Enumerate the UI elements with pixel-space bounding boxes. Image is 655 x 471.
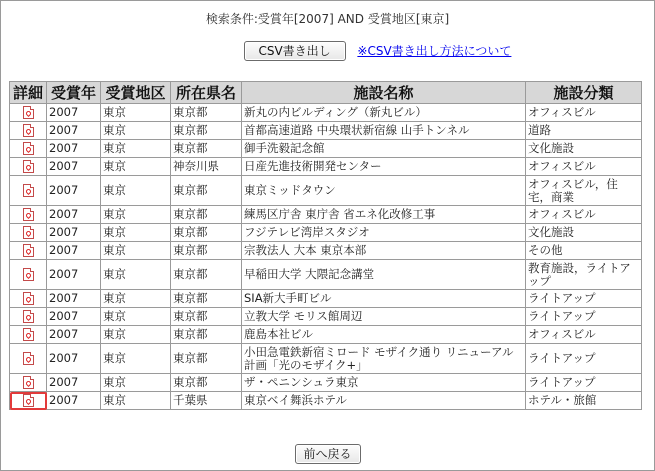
year-cell: 2007 bbox=[47, 224, 101, 242]
table-row bbox=[10, 392, 642, 410]
table-row bbox=[10, 242, 642, 260]
pdf-icon[interactable] bbox=[23, 184, 34, 197]
header-row bbox=[10, 82, 642, 104]
table-row bbox=[10, 344, 642, 374]
detail-cell[interactable] bbox=[10, 326, 47, 344]
prefecture-cell: 東京都 bbox=[171, 206, 242, 224]
year-cell: 2007 bbox=[47, 122, 101, 140]
year-cell: 2007 bbox=[47, 140, 101, 158]
detail-cell[interactable] bbox=[10, 308, 47, 326]
detail-cell[interactable] bbox=[10, 158, 47, 176]
prefecture-cell: 東京都 bbox=[171, 224, 242, 242]
region-cell: 東京 bbox=[101, 308, 171, 326]
region-cell: 東京 bbox=[101, 224, 171, 242]
year-cell: 2007 bbox=[47, 374, 101, 392]
detail-cell[interactable] bbox=[10, 392, 47, 410]
detail-cell[interactable] bbox=[10, 122, 47, 140]
facility-name-cell: 立教大学 モリス館周辺 bbox=[242, 308, 526, 326]
facility-category-cell: 文化施設 bbox=[526, 224, 642, 242]
detail-cell[interactable] bbox=[10, 290, 47, 308]
facility-category-cell: ライトアップ bbox=[526, 344, 642, 374]
table-row bbox=[10, 206, 642, 224]
facility-name-cell: ザ・ペニンシュラ東京 bbox=[242, 374, 526, 392]
pdf-icon[interactable] bbox=[23, 310, 34, 323]
header-prefecture: 所在県名 bbox=[171, 82, 242, 104]
year-cell: 2007 bbox=[47, 260, 101, 290]
region-cell: 東京 bbox=[101, 206, 171, 224]
facility-name-cell: 御手洗毅記念館 bbox=[242, 140, 526, 158]
year-cell: 2007 bbox=[47, 158, 101, 176]
prefecture-cell: 東京都 bbox=[171, 104, 242, 122]
pdf-icon[interactable] bbox=[23, 106, 34, 119]
facility-name-cell: フジテレビ湾岸スタジオ bbox=[242, 224, 526, 242]
detail-cell[interactable] bbox=[10, 206, 47, 224]
facility-name-cell: 新丸の内ビルディング（新丸ビル） bbox=[242, 104, 526, 122]
facility-name-cell: 東京ミッドタウン bbox=[242, 176, 526, 206]
table-row bbox=[10, 104, 642, 122]
table-row bbox=[10, 158, 642, 176]
pdf-icon[interactable] bbox=[23, 328, 34, 341]
detail-cell[interactable] bbox=[10, 176, 47, 206]
pdf-icon[interactable] bbox=[23, 142, 34, 155]
facility-name-cell: 小田急電鉄新宿ミロード モザイク通り リニューアル計画「光のモザイク+」 bbox=[242, 344, 526, 374]
region-cell: 東京 bbox=[101, 290, 171, 308]
facility-name-cell: 日産先進技術開発センター bbox=[242, 158, 526, 176]
region-cell: 東京 bbox=[101, 176, 171, 206]
pdf-icon[interactable] bbox=[23, 160, 34, 173]
pdf-icon[interactable] bbox=[23, 208, 34, 221]
prefecture-cell: 千葉県 bbox=[171, 392, 242, 410]
facility-category-cell: ホテル・旅館 bbox=[526, 392, 642, 410]
facility-category-cell: その他 bbox=[526, 242, 642, 260]
header-year: 受賞年 bbox=[47, 82, 101, 104]
header-facility-name: 施設名称 bbox=[242, 82, 526, 104]
year-cell: 2007 bbox=[47, 392, 101, 410]
table-row bbox=[10, 374, 642, 392]
detail-cell[interactable] bbox=[10, 140, 47, 158]
facility-name-cell: 宗教法人 大本 東京本部 bbox=[242, 242, 526, 260]
detail-cell[interactable] bbox=[10, 224, 47, 242]
facility-category-cell: オフィスビル bbox=[526, 158, 642, 176]
pdf-icon[interactable] bbox=[23, 226, 34, 239]
back-button[interactable]: 前へ戻る bbox=[295, 444, 361, 464]
year-cell: 2007 bbox=[47, 242, 101, 260]
csv-export-button[interactable]: CSV書き出し bbox=[244, 41, 346, 61]
pdf-icon[interactable] bbox=[23, 394, 34, 407]
detail-cell[interactable] bbox=[10, 374, 47, 392]
detail-cell[interactable] bbox=[10, 260, 47, 290]
facility-category-cell: オフィスビル bbox=[526, 104, 642, 122]
region-cell: 東京 bbox=[101, 326, 171, 344]
facility-category-cell: オフィスビル bbox=[526, 326, 642, 344]
facility-name-cell: 首都高速道路 中央環状新宿線 山手トンネル bbox=[242, 122, 526, 140]
pdf-icon[interactable] bbox=[23, 124, 34, 137]
footer-bar bbox=[1, 443, 654, 464]
year-cell: 2007 bbox=[47, 308, 101, 326]
table-row bbox=[10, 176, 642, 206]
prefecture-cell: 東京都 bbox=[171, 308, 242, 326]
detail-cell[interactable] bbox=[10, 344, 47, 374]
table-row bbox=[10, 308, 642, 326]
prefecture-cell: 東京都 bbox=[171, 290, 242, 308]
region-cell: 東京 bbox=[101, 122, 171, 140]
facility-category-cell: ライトアップ bbox=[526, 308, 642, 326]
results-table bbox=[9, 81, 642, 410]
pdf-icon[interactable] bbox=[23, 244, 34, 257]
region-cell: 東京 bbox=[101, 260, 171, 290]
year-cell: 2007 bbox=[47, 326, 101, 344]
pdf-icon[interactable] bbox=[23, 376, 34, 389]
region-cell: 東京 bbox=[101, 374, 171, 392]
prefecture-cell: 神奈川県 bbox=[171, 158, 242, 176]
facility-name-cell: 早稲田大学 大隈記念講堂 bbox=[242, 260, 526, 290]
region-cell: 東京 bbox=[101, 344, 171, 374]
prefecture-cell: 東京都 bbox=[171, 344, 242, 374]
csv-help-link[interactable]: ※CSV書き出し方法について bbox=[357, 44, 512, 58]
facility-category-cell: ライトアップ bbox=[526, 290, 642, 308]
prefecture-cell: 東京都 bbox=[171, 176, 242, 206]
prefecture-cell: 東京都 bbox=[171, 140, 242, 158]
header-region: 受賞地区 bbox=[101, 82, 171, 104]
year-cell: 2007 bbox=[47, 104, 101, 122]
table-row bbox=[10, 260, 642, 290]
detail-cell[interactable] bbox=[10, 104, 47, 122]
facility-category-cell: オフィスビル bbox=[526, 206, 642, 224]
search-criteria: 検索条件:受賞年[2007] AND 受賞地区[東京] bbox=[205, 12, 450, 26]
facility-category-cell: 道路 bbox=[526, 122, 642, 140]
region-cell: 東京 bbox=[101, 242, 171, 260]
facility-name-cell: SIA新大手町ビル bbox=[242, 290, 526, 308]
year-cell: 2007 bbox=[47, 176, 101, 206]
facility-name-cell: 練馬区庁舎 東庁舎 省エネ化改修工事 bbox=[242, 206, 526, 224]
prefecture-cell: 東京都 bbox=[171, 374, 242, 392]
table-row bbox=[10, 326, 642, 344]
year-cell: 2007 bbox=[47, 206, 101, 224]
year-cell: 2007 bbox=[47, 290, 101, 308]
results-body bbox=[10, 104, 642, 410]
table-row bbox=[10, 122, 642, 140]
table-row bbox=[10, 290, 642, 308]
prefecture-cell: 東京都 bbox=[171, 326, 242, 344]
csv-toolbar bbox=[1, 41, 654, 61]
pdf-icon[interactable] bbox=[23, 268, 34, 281]
facility-category-cell: 教育施設，ライトアップ bbox=[526, 260, 642, 290]
region-cell: 東京 bbox=[101, 140, 171, 158]
region-cell: 東京 bbox=[101, 104, 171, 122]
year-cell: 2007 bbox=[47, 344, 101, 374]
facility-name-cell: 鹿島本社ビル bbox=[242, 326, 526, 344]
header-facility-category: 施設分類 bbox=[526, 82, 642, 104]
facility-name-cell: 東京ベイ舞浜ホテル bbox=[242, 392, 526, 410]
facility-category-cell: 文化施設 bbox=[526, 140, 642, 158]
table-row bbox=[10, 140, 642, 158]
header-detail: 詳細 bbox=[10, 82, 47, 104]
region-cell: 東京 bbox=[101, 158, 171, 176]
facility-category-cell: オフィスビル，住宅，商業 bbox=[526, 176, 642, 206]
pdf-icon[interactable] bbox=[23, 292, 34, 305]
pdf-icon[interactable] bbox=[23, 352, 34, 365]
region-cell: 東京 bbox=[101, 392, 171, 410]
facility-category-cell: ライトアップ bbox=[526, 374, 642, 392]
prefecture-cell: 東京都 bbox=[171, 122, 242, 140]
prefecture-cell: 東京都 bbox=[171, 242, 242, 260]
detail-cell[interactable] bbox=[10, 242, 47, 260]
prefecture-cell: 東京都 bbox=[171, 260, 242, 290]
table-row bbox=[10, 224, 642, 242]
